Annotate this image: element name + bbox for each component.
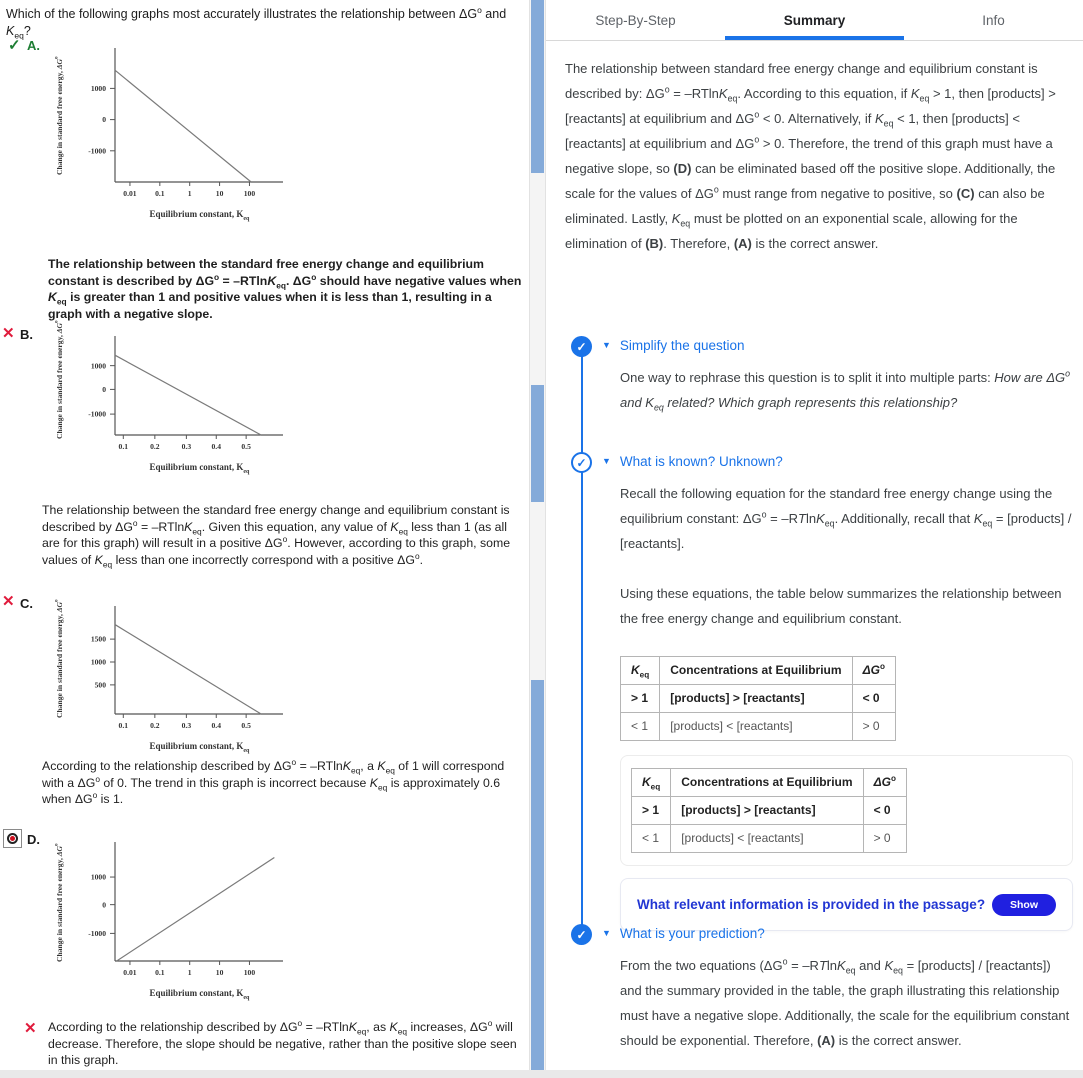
svg-text:0.2: 0.2: [150, 721, 160, 730]
svg-text:1: 1: [187, 968, 192, 977]
svg-text:1000: 1000: [90, 657, 106, 667]
table-row: [621, 713, 896, 741]
passage-hint-card: [620, 878, 1073, 931]
tab-step-by-step[interactable]: Step-By-Step: [595, 12, 676, 28]
table-row: [632, 825, 907, 853]
step-complete-icon: ✓: [571, 924, 592, 945]
svg-text:-1000: -1000: [88, 146, 106, 156]
svg-text:0.3: 0.3: [181, 721, 192, 730]
summary-text: The relationship between standard free energy change and equilibrium constant is described by: $\Delta G^o = -RTlnK_{eq}$. According to this equation, if $K_{eq} > 1$, then [products] > [reactants] at equilibrium and $\Delta G^o < 0$. Alternatively, if $K_{eq} < 1$, then [products] < [reactants] at equilibrium and $\Delta G^o > 0$. Therefore, the trend of this graph must have a negative slope, so (D) can be eliminated based off the positive slope. Additionally, the scale for the values of $\Delta G^o$ must range from negative to positive, so (C) can also be eliminated. Lastly, $K_{eq}$ must be plotted on an exponential scale, allowing for the elimination of (B). Therefore, (A) is the correct answer.: [565, 61, 1056, 251]
step-complete-icon: ✓: [571, 452, 592, 473]
svg-text:0.2: 0.2: [150, 442, 160, 451]
table-cell: > 0: [863, 825, 906, 853]
passage-hint-question: What relevant information is provided in the passage?: [637, 897, 986, 912]
svg-text:-1000: -1000: [88, 409, 106, 419]
section-paragraph: From the two equations ($\Delta G^o = -RTlnK_{eq}$ and $K_{eq}$ = [products] / [reactants]) and the summary provided in the table, the graph illustrating this relationship must have a negative slope. Additionally, the scale for the equilibrium constant should be exponential. Therefore, (A) is the correct answer.: [620, 956, 1070, 1048]
table-header: $\Delta G^o$: [863, 769, 906, 797]
table-cell: > 1: [632, 797, 671, 825]
graph-y-axis-label: Change in standard free energy, $\Delta G^o$: [53, 843, 64, 962]
keq-dg-table: [631, 768, 1060, 853]
svg-text:0.4: 0.4: [211, 442, 222, 451]
option-b-explanation: The relationship between the standard free energy change and equilibrium constant is described by $\Delta G^o = -RTlnK_{eq}$. Given this equation, any value of $K_{eq}$ less than 1 (as all are for this graph) will result in a positive $\Delta G^o$. However, according to this graph, some values of $K_{eq}$ less than one incorrectly correspond with a positive $\Delta G^o$.: [42, 503, 511, 569]
section-paragraph: Using these equations, the table below summarizes the relationship between the free energy change and equilibrium constant.: [620, 586, 1062, 626]
table-header: Concentrations at Equilibrium: [660, 657, 852, 685]
svg-text:1000: 1000: [90, 361, 106, 371]
svg-text:0.5: 0.5: [241, 442, 251, 451]
svg-text:0.1: 0.1: [118, 721, 129, 730]
svg-text:100: 100: [243, 968, 256, 977]
collapse-triangle-icon: ▼: [602, 340, 611, 350]
scrollbar-thumb[interactable]: [531, 385, 544, 502]
scrollbar-thumb[interactable]: [531, 680, 544, 1078]
svg-text:0.1: 0.1: [155, 189, 165, 198]
option-b-graph: [53, 320, 284, 475]
option-d-letter[interactable]: D.: [27, 832, 40, 847]
svg-text:-1000: -1000: [88, 929, 106, 938]
section-paragraph: One way to rephrase this question is to split it into multiple parts: How are $\Delta G^o$ and $K_{eq}$ related? Which graph represents this relationship?: [620, 368, 1071, 413]
svg-text:0.3: 0.3: [181, 442, 192, 451]
svg-text:500: 500: [94, 680, 106, 690]
tab-info[interactable]: Info: [982, 12, 1005, 28]
option-b-letter[interactable]: B.: [20, 327, 33, 342]
graph-x-axis-label: Equilibrium constant, $K_{eq}$: [149, 988, 250, 1001]
table-row: [621, 685, 896, 713]
table-cell: < 0: [852, 685, 895, 713]
table-cell: > 1: [621, 685, 660, 713]
option-a-graph: [53, 46, 284, 222]
svg-text:1000: 1000: [90, 84, 106, 93]
incorrect-cross-icon: ✕: [2, 593, 15, 610]
section-simplify-the-question: [546, 338, 1073, 415]
option-c-graph: [53, 599, 284, 754]
option-d-radio-selected[interactable]: [3, 829, 22, 848]
explanation-panel: [546, 0, 1083, 1070]
correct-check-icon: ✓: [8, 37, 21, 54]
section-title: What is known? Unknown?: [619, 454, 783, 469]
graph-y-axis-label: Change in standard free energy, $\Delta G^o$: [53, 320, 64, 439]
collapse-triangle-icon: ▼: [602, 928, 611, 938]
svg-text:0.4: 0.4: [211, 721, 222, 730]
svg-text:0: 0: [102, 900, 106, 910]
table-header: $K_{eq}$: [621, 657, 660, 685]
graph-x-axis-label: Equilibrium constant, $K_{eq}$: [149, 209, 250, 222]
svg-text:0.5: 0.5: [241, 721, 251, 730]
graph-x-axis-label: Equilibrium constant, $K_{eq}$: [149, 462, 250, 475]
table-cell: > 0: [852, 713, 895, 741]
question-panel: [0, 0, 529, 1070]
table-cell: < 1: [621, 713, 660, 741]
section-title: Simplify the question: [619, 338, 745, 353]
table-header: Concentrations at Equilibrium: [671, 769, 863, 797]
svg-text:0.1: 0.1: [155, 968, 165, 977]
step-complete-icon: ✓: [571, 336, 592, 357]
section-header[interactable]: [602, 926, 1073, 941]
table-header: $K_{eq}$: [632, 769, 671, 797]
scrollbar-thumb[interactable]: [531, 0, 544, 173]
table-cell: < 1: [632, 825, 671, 853]
svg-text:0.1: 0.1: [118, 442, 129, 451]
option-a-letter[interactable]: A.: [27, 38, 40, 53]
graph-x-axis-label: Equilibrium constant, $K_{eq}$: [149, 741, 250, 754]
tab-summary[interactable]: Summary: [725, 0, 904, 40]
graph-y-axis-label: Change in standard free energy, $\Delta G^o$: [53, 56, 64, 176]
bottom-scrollbar-track[interactable]: [0, 1070, 1083, 1078]
show-button[interactable]: Show: [992, 894, 1056, 916]
radio-ring: [7, 833, 18, 844]
question-text: Which of the following graphs most accurately illustrates the relationship between $\Delta G^o$ and $K_{eq}$?: [6, 4, 507, 41]
svg-text:1: 1: [187, 189, 192, 198]
table-header: $\Delta G^o$: [852, 657, 895, 685]
section-what-is-your-prediction: [546, 926, 1073, 1053]
svg-text:1500: 1500: [90, 634, 106, 644]
incorrect-cross-icon: ✕: [24, 1020, 37, 1037]
table-row: [632, 797, 907, 825]
section-title: What is your prediction?: [619, 926, 765, 941]
table-cell: [products] < [reactants]: [660, 713, 852, 741]
svg-text:0: 0: [102, 385, 106, 394]
svg-text:100: 100: [243, 189, 256, 198]
svg-text:0: 0: [102, 115, 106, 125]
table-cell: [products] > [reactants]: [660, 685, 852, 713]
graph-y-axis-label: Change in standard free energy, $\Delta G^o$: [53, 599, 64, 718]
section-header[interactable]: [602, 454, 1073, 469]
table-cell: [products] < [reactants]: [671, 825, 863, 853]
option-c-letter[interactable]: C.: [20, 596, 33, 611]
incorrect-cross-icon: ✕: [2, 325, 15, 342]
radio-dot: [10, 836, 15, 841]
table-cell: [products] > [reactants]: [671, 797, 863, 825]
scrollbar-track[interactable]: [529, 0, 546, 1078]
option-a-explanation: The relationship between the standard free energy change and equilibrium constant is described by $\Delta G^o = -RTlnK_{eq}$. $\Delta G^o$ should have negative values when $K_{eq}$ is greater than 1 and positive values when it is less than 1, resulting in a graph with a negative slope.: [48, 257, 522, 321]
option-d-explanation: According to the relationship described by $\Delta G^o = -RTlnK_{eq}$, as $K_{eq}$ increases, $\Delta G^o$ will decrease. Therefore, the slope should be negative, rather than the positive slope seen in this graph.: [48, 1017, 517, 1067]
keq-dg-table-card: [620, 755, 1073, 866]
tab-bar: [546, 0, 1083, 41]
section-header[interactable]: [602, 338, 1073, 353]
keq-dg-table: [620, 656, 1073, 741]
section-what-is-known-unknown: [546, 454, 1073, 931]
table-cell: < 0: [863, 797, 906, 825]
svg-text:10: 10: [215, 189, 224, 198]
svg-text:10: 10: [215, 968, 224, 977]
section-paragraph: Recall the following equation for the standard free energy change using the equilibrium constant: $\Delta G^o = -RTlnK_{eq}$. Additionally, recall that $K_{eq}$ = [products] / [reactants].: [620, 486, 1072, 551]
option-c-explanation: According to the relationship described by $\Delta G^o = -RTlnK_{eq}$, a $K_{eq}$ of 1 will correspond with a $\Delta G^o$ of 0. The trend in this graph is incorrect because $K_{eq}$ is approximately 0.6 when $\Delta G^o$ is 1.: [42, 756, 505, 806]
collapse-triangle-icon: ▼: [602, 456, 611, 466]
svg-text:0.01: 0.01: [123, 968, 137, 977]
svg-text:1000: 1000: [90, 872, 106, 882]
svg-text:0.01: 0.01: [123, 189, 137, 198]
option-d-graph: [53, 840, 284, 1001]
